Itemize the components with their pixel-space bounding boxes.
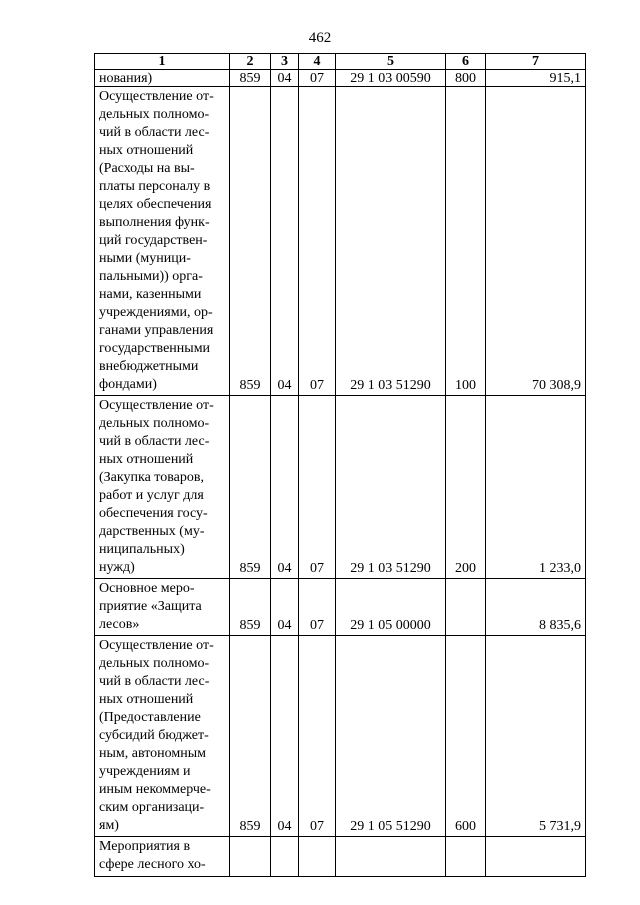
row-col2 — [230, 837, 271, 877]
row-col5: 29 1 03 51290 — [336, 396, 446, 579]
row-col3: 04 — [271, 70, 299, 87]
header-col-2: 2 — [230, 54, 271, 70]
row-col5: 29 1 05 00000 — [336, 579, 446, 636]
row-name: Мероприятия в сфере лесного хо- — [95, 837, 230, 877]
row-name: Осуществление от- дельных полномо- чий в области лес- ных отношений (Предоставление субсидий бюджет- ным, автономным учреждениям и иным некоммерче- ским организаци- ям) — [95, 636, 230, 837]
row-col6: 600 — [446, 636, 486, 837]
page-number: 462 — [308, 30, 332, 46]
row-col2: 859 — [230, 579, 271, 636]
row-col7: 915,1 — [486, 70, 586, 87]
table-row — [95, 636, 586, 837]
table-row — [95, 579, 586, 636]
header-col-6: 6 — [446, 54, 486, 70]
table-row — [95, 396, 586, 579]
row-col6 — [446, 837, 486, 877]
header-col-3: 3 — [271, 54, 299, 70]
row-col3: 04 — [271, 636, 299, 837]
row-col7: 1 233,0 — [486, 396, 586, 579]
row-col4: 07 — [299, 579, 336, 636]
row-col3: 04 — [271, 87, 299, 396]
row-col7: 70 308,9 — [486, 87, 586, 396]
row-col5 — [336, 837, 446, 877]
header-col-7: 7 — [486, 54, 586, 70]
table-row — [95, 837, 586, 877]
budget-table — [94, 53, 586, 877]
row-col6: 200 — [446, 396, 486, 579]
row-col2: 859 — [230, 396, 271, 579]
row-col6: 800 — [446, 70, 486, 87]
table-row — [95, 87, 586, 396]
row-col4: 07 — [299, 70, 336, 87]
row-col2: 859 — [230, 636, 271, 837]
row-col5: 29 1 03 00590 — [336, 70, 446, 87]
row-col4: 07 — [299, 636, 336, 837]
row-col3: 04 — [271, 396, 299, 579]
header-row — [95, 54, 586, 70]
header-col-5: 5 — [336, 54, 446, 70]
row-name: нования) — [95, 70, 230, 87]
row-col7 — [486, 837, 586, 877]
row-name: Осуществление от- дельных полномо- чий в области лес- ных отношений (Закупка товаров, работ и услуг для обеспечения госу- дарственных (му- ниципальных) нужд) — [95, 396, 230, 579]
row-col7: 8 835,6 — [486, 579, 586, 636]
header-col-1: 1 — [95, 54, 230, 70]
row-name: Основное меро- приятие «Защита лесов» — [95, 579, 230, 636]
row-col3: 04 — [271, 579, 299, 636]
row-col6: 100 — [446, 87, 486, 396]
row-col2: 859 — [230, 70, 271, 87]
row-col4: 07 — [299, 396, 336, 579]
row-col4 — [299, 837, 336, 877]
row-col2: 859 — [230, 87, 271, 396]
row-name: Осуществление от- дельных полномо- чий в области лес- ных отношений (Расходы на вы- платы персоналу в целях обеспечения выполнения функ- ций государствен- ными (муници- пальными)) орга- нами, казенными учреждениями, ор- ганами управления государственными внебюджетными фондами) — [95, 87, 230, 396]
row-col7: 5 731,9 — [486, 636, 586, 837]
row-col3 — [271, 837, 299, 877]
row-col5: 29 1 03 51290 — [336, 87, 446, 396]
row-col6 — [446, 579, 486, 636]
table-row — [95, 70, 586, 87]
header-col-4: 4 — [299, 54, 336, 70]
row-col4: 07 — [299, 87, 336, 396]
row-col5: 29 1 05 51290 — [336, 636, 446, 837]
